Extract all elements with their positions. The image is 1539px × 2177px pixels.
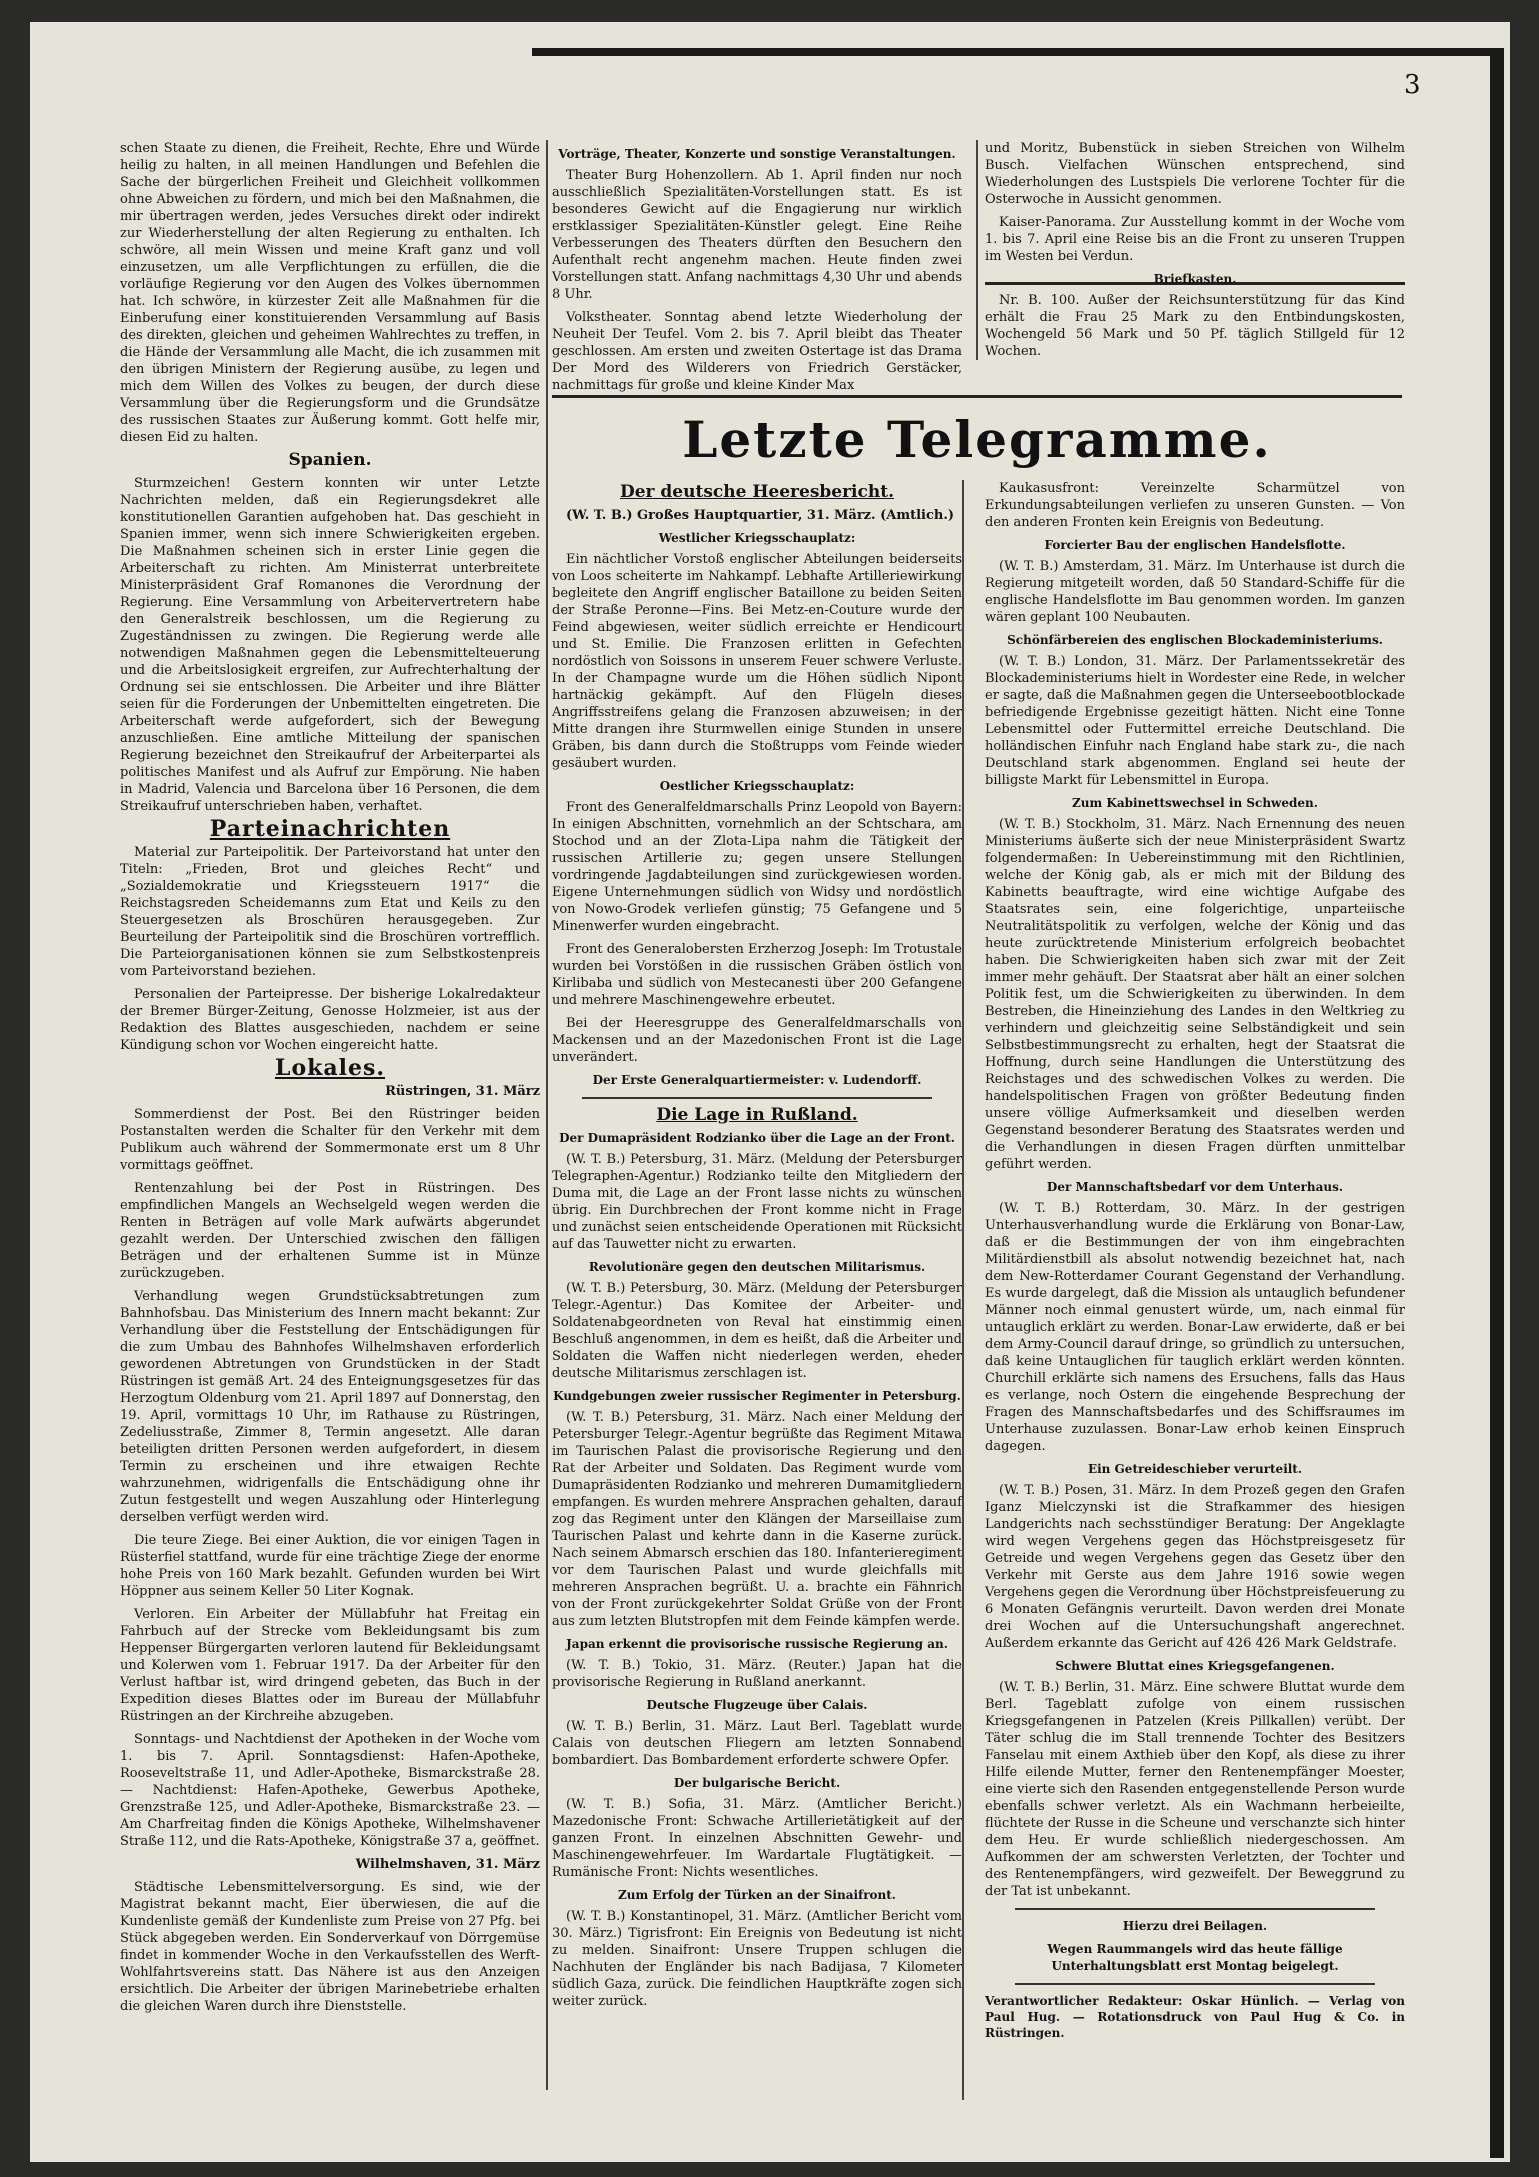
eastern-front-text-1: Front des Generalfeldmarschalls Prinz Leopold von Bayern: In einigen Abschnitten, vornehmlich an der Schtschara, am Stochod und an der Zlota-Lipa nahm die Tätigkeit der russischen Artillerie zu; gegen unsere Stellungen vordringende Jagdabteilungen sind zurückgewiesen worden. Eigene Unternehmungen südlich von Widsy und nordöstlich von Nowo-Grodek verliefen günstig; 75 Gefangene und 5 Minenwerfer wurden eingebracht. xyxy=(552,800,962,934)
party-article-2: Personalien der Parteipresse. Der bisherige Lokalredakteur der Bremer Bürger-Zeitung, Genosse Holzmeier, ist aus der Redaktion des Blattes ausgeschieden, nachdem er seine Kündigung schon vor Wochen eingereicht hatte. xyxy=(120,987,540,1053)
fleet-heading: Forcierter Bau der englischen Handelsflotte. xyxy=(1044,538,1346,552)
sweden-text: (W. T. B.) Stockholm, 31. März. Nach Ernennung des neuen Ministeriums äußerte sich der neue Ministerpräsident Swartz folgendermaßen: In Uebereinstimmung mit den Richtlinien, welche der König gab, als er mich mit der Bildung des Kabinetts beauftragte, wird eine wichtige Aufgabe des Staatsrates sein, eine folgerichtige, unparteiische Neutralitätspolitik zu verfolgen, welche der König und das heute zurücktretende Ministerium erfolgreich beobachtet haben. Die Schwierigkeiten haben sich zwar mit der Zeit immer mehr gehäuft. Der Staatsrat aber hält an einer solchen Politik fest, um die Schwierigkeiten zu überwinden. In dem Bestreben, die Hineinziehung des Landes in den Weltkrieg zu verhindern und gleichzeitig seine Selbständigkeit und sein Selbstbestimmungsrecht zu erhalten, hegt der Staatsrat die Hoffnung, durch seine Handlungen die Unterstützung des Reichstages und des schwedischen Volkes zu werden. Die handelspolitischen Fragen von größter Bedeutung finden unsere völlige Aufmerksamkeit und dieselben werden Gegenstand besonderer Beratung des Staatsrates werden und die Verhandlungen in diesen Fragen dürften unmittelbar geführt werden. xyxy=(985,817,1405,1172)
party-article-1: Material zur Parteipolitik. Der Parteivorstand hat unter den Titeln: „Frieden, Brot und gleiches Recht“ und „Sozialdemokratie und Kriegssteuern 1917“ die Reichstagsreden Scheidemanns zum Etat und Keils zu den Steuergesetzen als Broschüren herausgegeben. Zur Beurteilung der Parteipolitik sind die Broschüren vortrefflich. Die Parteiorganisationen können sie zum Selbstkostenpreis vom Parteivorstand beziehen. xyxy=(120,845,540,979)
events-heading: Vorträge, Theater, Konzerte und sonstige Veranstaltungen. xyxy=(558,147,956,161)
page-frame-right xyxy=(1490,48,1504,2158)
entertainment-notice: Wegen Raummangels wird das heute fällige Unterhaltungsblatt erst Montag beigelegt. xyxy=(1047,1942,1343,1973)
sweden-heading: Zum Kabinettswechsel in Schweden. xyxy=(1072,796,1318,810)
duma-text: (W. T. B.) Petersburg, 31. März. (Meldung der Petersburger Telegraphen-Agentur.) Rodzianko teilte den Mitgliedern der Duma mit, die Lage an der Front lasse nichts zu wünschen übrig. Ein Durchbrechen der Front komme nicht in Frage und zunächst seien entscheidende Operationen mit Rücksicht auf das Tauwetter nicht zu erwarten. xyxy=(552,1152,962,1252)
letters-heading: Briefkasten. xyxy=(1153,272,1237,286)
column-rule-3 xyxy=(962,480,964,2100)
eastern-front-text-3: Bei der Heeresgruppe des Generalfeldmarschalls von Mackensen und an der Mazedonischen Front ist die Lage unverändert. xyxy=(552,1016,962,1065)
spain-article: Sturmzeichen! Gestern konnten wir unter Letzte Nachrichten melden, daß ein Regierungsdekret alle konstitutionellen Garantien aufgehoben hat. Das geschieht in Spanien immer, wenn sich innere Schwierigkeiten ergeben. Die Maßnahmen scheinen sich in erster Linie gegen die Arbeiterschaft zu richten. Am Ministerrat unterbreitete Ministerpräsident Graf Romanones die Verordnung der Regierung. Eine Versammlung von Arbeitervertretern habe den Generalstreik beschlossen, um die Regierung zu Zugeständnissen zu zwingen. Die Regierung werde alle notwendigen Maßnahmen gegen die Lebensmittelteuerung und die Arbeitslosigkeit ergreifen, zur Aufrechterhaltung der Ordnung sei sie entschlossen. Die Arbeiter und ihre Blätter seien für die Forderungen der Unbemittelten eingetreten. Die Arbeiterschaft werde aufgefordert, sich der Bewegung anzuschließen. Eine amtliche Mitteilung der spanischen Regierung bezeichnet den Streikaufruf der Arbeiterpartei als politisches Manifest und als Aufruf zur Empörung. Nie haben in Madrid, Valencia und Barcelona über 16 Personen, die dem Streikaufruf unterschrieben haben, verhaftet. xyxy=(120,476,540,814)
telegrams-title: Letzte Telegramme. xyxy=(682,410,1272,469)
imprint: Verantwortlicher Redakteur: Oskar Hünlich. — Verlag von Paul Hug. — Rotationsdruck von Paul Hug & Co. in Rüstringen. xyxy=(985,1994,1405,2040)
column-rule-2 xyxy=(976,140,978,360)
section-heading-local: Lokales. xyxy=(274,1055,386,1081)
volkstheater-article: Volkstheater. Sonntag abend letzte Wiederholung der Neuheit Der Teufel. Vom 2. bis 7. April bleibt das Theater geschlossen. Am ersten und zweiten Ostertage ist das Drama Der Mord des Wilderers von Friedrich Gerstäcker, nachmittags für große und kleine Kinder Max xyxy=(552,310,962,393)
column-2-top xyxy=(552,140,962,393)
regiments-heading: Kundgebungen zweier russischer Regimenter in Petersburg. xyxy=(553,1389,961,1403)
russia-heading: Die Lage in Rußland. xyxy=(656,1105,858,1125)
regiments-text: (W. T. B.) Petersburg, 31. März. Nach einer Meldung der Petersburger Telegr.-Agentur begrüßte das Regiment Mitawa im Taurischen Palast die provisorische Regierung und den Rat der Arbeiter und Soldaten. Das Regiment wurde vom Dumapräsidenten Rodzianko und mehreren Dumamitgliedern empfangen. Es wurden mehrere Ansprachen gehalten, darauf zog das Regiment unter den Klängen der Marseillaise zum Taurischen Palast und kehrte dann in die Kaserne zurück. Nach seinem Abmarsch erschien das 180. Infanterieregiment vor dem Taurischen Palast und wurde gleichfalls mit mehreren Ansprachen begrüßt. U. a. brachte ein Fähnrich von der Front zurückgekehrter Soldat Grüße von der Front aus zum letzten Blutstropfen mit dem Feinde kämpfen werde. xyxy=(552,1410,962,1629)
calais-text: (W. T. B.) Berlin, 31. März. Laut Berl. Tageblatt wurde Calais von deutschen Fliegern am letzten Sonnabend bombardiert. Das Bombardement erforderte schwere Opfer. xyxy=(552,1719,962,1768)
pow-text: (W. T. B.) Berlin, 31. März. Eine schwere Bluttat wurde dem Berl. Tageblatt zufolge von einem russischen Kriegsgefangenen in Patzelen (Kreis Pillkallen) verübt. Der Täter schlug die im Stall trennende Tochter des Besitzers Fanselau mit einem Axthieb über den Kopf, als diese zu ihrer Hilfe eilende Mutter, ferner den Rentenempfänger Moester, eine vierte sich den Rasenden entgegenstellende Person wurde ebenfalls schwer verletzt. Als ein Wachmann herbeieilte, flüchtete der Russe in die Scheune und verschanzte sich hinter dem Heu. Er wurde schließlich niedergeschossen. Am Aufkommen der am schwersten Verletzten, der Tochter und des Rentenempfängers, wird gezweifelt. Der Beweggrund zu der Tat ist unbekannt. xyxy=(985,1680,1405,1899)
section-heading-spain: Spanien. xyxy=(288,450,372,470)
local-item: Sommerdienst der Post. Bei den Rüstringer beiden Postanstalten werden die Schalter für den Verkehr mit dem Publikum auch während der Sommermonate erst um 8 Uhr vormittags geöffnet. xyxy=(120,1107,540,1173)
oath-text: schen Staate zu dienen, die Freiheit, Rechte, Ehre und Würde heilig zu halten, in all meinen Handlungen und Befehlen die Sache der bürgerlichen Freiheit und Gleichheit vollkommen ohne Abweichen zu fördern, und mich bei den Maßnahmen, die mir übertragen werden, jedes Versuches direkt oder indirekt zur Wiederherstellung der alten Regierung zu enthalten. Ich schwöre, all mein Wissen und meine Kraft ganz und voll einzusetzen, um alle Verpflichtungen zu erfüllen, die die vorläufige Regierung vor den Augen des Volkes übernommen hat. Ich schwöre, in kürzester Zeit alle Maßnahmen für die Einberufung einer konstituierenden Versammlung auf Basis des direkten, gleichen und geheimen Wahlrechtes zu treffen, in die Hände der Versammlung alle Macht, die ich zusammen mit den übrigen Ministern der Regierung ausübe, zu legen und mich dem Willen des Volkes zu beugen, der durch diese Versammlung über die Regierungsform und die Grundsätze des russischen Staates zur Äußerung kommt. Gott helfe mir, diesen Eid zu halten. xyxy=(120,141,540,445)
blockade-heading: Schönfärbereien des englischen Blockadeministeriums. xyxy=(1007,633,1383,647)
revolution-text: (W. T. B.) Petersburg, 30. März. (Meldung der Petersburger Telegr.-Agentur.) Das Komitee der Arbeiter- und Soldatenabgeordneten von Reval hat einstimmig einen Beschluß angenommen, in dem es heißt, daß die Arbeiter und Soldaten die Waffen nicht niederlegen werden, eheder deutsche Militarismus zerschlagen ist. xyxy=(552,1281,962,1381)
western-front-heading: Westlicher Kriegsschauplatz: xyxy=(658,531,856,545)
house-heading: Der Mannschaftsbedarf vor dem Unterhaus. xyxy=(1046,1180,1344,1194)
column-3-telegrams xyxy=(985,480,1405,2100)
calais-heading: Deutsche Flugzeuge über Calais. xyxy=(646,1698,868,1712)
separator xyxy=(1015,1983,1375,1985)
army-report-dateline: (W. T. B.) Großes Hauptquartier, 31. März. (Amtlich.) xyxy=(566,508,955,523)
title-rule-top xyxy=(552,395,1402,398)
ludendorff-signature: Der Erste Generalquartiermeister: v. Ludendorff. xyxy=(592,1073,922,1087)
caucasus-text: Kaukasusfront: Vereinzelte Scharmützel von Erkundungsabteilungen verliefen zu unseren Gunsten. — Von den anderen Fronten kein Ereignis von Bedeutung. xyxy=(985,481,1405,530)
sinai-heading: Zum Erfolg der Türken an der Sinaifront. xyxy=(618,1888,896,1902)
eastern-front-text-2: Front des Generalobersten Erzherzog Joseph: Im Trotustale wurden bei Vorstößen in die russischen Gräben östlich von Kirlibaba und südlich von Mestecanesti über 200 Gefangene und mehrere Maschinengewehre erbeutet. xyxy=(552,942,962,1008)
grain-heading: Ein Getreideschieber verurteilt. xyxy=(1087,1462,1303,1476)
revolution-heading: Revolutionäre gegen den deutschen Militarismus. xyxy=(588,1260,926,1274)
local-item: Sonntags- und Nachtdienst der Apotheken in der Woche vom 1. bis 7. April. Sonntagsdienst: Hafen-Apotheke, Rooseveltstraße 11, und Adler-Apotheke, Bismarckstraße 28. — Nachtdienst: Hafen-Apotheke, Gewerbus Apotheke, Grenzstraße 125, und Adler-Apotheke, Bismarckstraße 23. — Am Charfreitag finden die Königs Apotheke, Wilhelmshavener Straße 112, und die Rats-Apotheke, Königstraße 37 a, geöffnet. xyxy=(120,1732,540,1849)
local-item: Verloren. Ein Arbeiter der Müllabfuhr hat Freitag ein Fahrbuch auf der Strecke vom Bekleidungsamt bis zum Heppenser Bürgergarten verloren lautend für Bekleidungsamt und Kolerwen vom 1. Februar 1917. Da der Arbeiter für den Verlust haftbar ist, wird dringend gebeten, das Buch in der Expedition dieses Blattes oder im Bureau der Müllabfuhr Rüstringen an der Kirchreihe abzugeben. xyxy=(120,1607,540,1724)
sinai-text: (W. T. B.) Konstantinopel, 31. März. (Amtlicher Bericht vom 30. März.) Tigrisfront: Ein Ereignis von Bedeutung ist nicht zu melden. Sinaifront: Unsere Truppen schlugen die Nachhuten der Engländer bis nach Badijasa, 7 Kilometer südlich Gaza, zurück. Die feindlichen Hauptkräfte zogen sich weiter zurück. xyxy=(552,1909,962,2009)
fleet-text: (W. T. B.) Amsterdam, 31. März. Im Unterhause ist durch die Regierung mitgeteilt worden, daß 50 Standard-Schiffe für die englische Handelsflotte im Bau genommen worden. Im ganzen wären geplant 100 Neubauten. xyxy=(985,559,1405,625)
column-2-telegrams xyxy=(552,480,962,2130)
japan-heading: Japan erkennt die provisorische russische Regierung an. xyxy=(566,1637,948,1651)
page-number: 3 xyxy=(1404,70,1421,100)
blockade-text: (W. T. B.) London, 31. März. Der Parlamentssekretär des Blockadeministeriums hielt in Wordester eine Rede, in welcher er sagte, daß die Maßnahmen gegen die Unterseebootblockade befriedigende Ergebnisse gezeitigt hätten. Nicht eine Tonne Lebensmittel oder Futtermittel erreiche Deutschland. Die holländischen Einfuhr nach England habe stark zu-, die nach Deutschland stark abgenommen. England sei heute der billigste Markt für Lebensmittel in Europa. xyxy=(985,654,1405,788)
page-frame-top xyxy=(532,48,1504,56)
local-dateline: Rüstringen, 31. März xyxy=(385,1084,540,1099)
local-item: Rentenzahlung bei der Post in Rüstringen. Des empfindlichen Mangels an Wechselgeld wegen werden die Renten in Beträgen auf volle Mark aufwärts abgerundet gezahlt werden. Der Unterschied zwischen den fälligen Beträgen und der erhaltenen Summe ist in Münze zurückzugeben. xyxy=(120,1181,540,1281)
volkstheater-continued: und Moritz, Bubenstück in sieben Streichen von Wilhelm Busch. Vielfachen Wünschen entsprechend, sind Wiederholungen des Lustspiels Die verlorene Tochter für die Osterwoche in Aussicht genommen. xyxy=(985,141,1405,207)
theater-burg-article: Theater Burg Hohenzollern. Ab 1. April finden nur noch ausschließlich Spezialitäten-Vorstellungen statt. Es ist besonderes Gewicht auf die Engagierung nur wirklich erstklassiger Spezialitäten-Künstler gelegt. Eine Reihe Verbesserungen des Theaters dürften den Besuchern den Aufenthalt recht angenehm machen. Heute finden zwei Vorstellungen statt. Anfang nachmittags 4,30 Uhr und abends 8 Uhr. xyxy=(552,168,962,302)
wilhelmshaven-dateline: Wilhelmshaven, 31. März xyxy=(355,1857,540,1872)
separator xyxy=(1015,1908,1375,1910)
house-text: (W. T. B.) Rotterdam, 30. März. In der gestrigen Unterhausverhandlung wurde die Erklärung von Bonar-Law, daß er die Bestimmungen der von ihm eingebrachten Militärdienstbill als absolut notwendig bezeichnet hat, nach dem New-Rotterdamer Courant Gegenstand der Verhandlung. Es wurde dargelegt, daß die Mission als untauglich befundener Männer noch einmal genustert würde, um, nach einmal für untauglich erklärt zu werden. Bonar-Law erwiderte, daß er bei dem Army-Council darauf dringe, so gründlich zu untersuchen, daß keine Untauglichen für tauglich erklärt werden könnten. Churchill erklärte sich namens des Ersuchens, falls das Haus es verlange, noch Ostern die eingehende Besprechung der Fragen des Mannschaftsbedarfes und des Schiffsraumes im Unterhause zuzulassen. Bonar-Law erhob keinen Einspruch dagegen. xyxy=(985,1201,1405,1454)
bulgarian-text: (W. T. B.) Sofia, 31. März. (Amtlicher Bericht.) Mazedonische Front: Schwache Artillerietätigkeit auf der ganzen Front. In einzelnen Abschnitten Gewehr- und Maschinengewehrfeuer. Im Wardartale Flugtätigkeit. — Rumänische Front: Nichts wesentliches. xyxy=(552,1797,962,1880)
grain-text: (W. T. B.) Posen, 31. März. In dem Prozeß gegen den Grafen Iganz Mielczynski ist die Strafkammer des hiesigen Landgerichts nach sechsstündiger Beratung: Der Angeklagte wird wegen Vergehens gegen das Höchstpreisgesetz für Getreide und wegen Vergehens gegen das Gesetz über den Verkehr mit Gerste aus dem Jahre 1916 sowie wegen Vergehens gegen die Verordnung über Höchstpreisfeuerung zu 6 Monaten Gefängnis verurteilt. Davon werden drei Monate drei Wochen auf die Untersuchungshaft angerechnet. Außerdem erkannte das Gericht auf 426 426 Mark Geldstrafe. xyxy=(985,1483,1405,1651)
duma-heading: Der Dumapräsident Rodzianko über die Lage an der Front. xyxy=(559,1131,955,1145)
column-1 xyxy=(120,140,540,2085)
column-rule-1 xyxy=(546,140,548,2090)
western-front-text: Ein nächtlicher Vorstoß englischer Abteilungen beiderseits von Loos scheiterte im Nahkampf. Lebhafte Artilleriewirkung begleitete den Angriff englischer Bataillone zu beiden Seiten der Straße Peronne—Fins. Bei Metz-en-Couture wurde der Feind abgewiesen, weiter südlich erreichte er Hendicourt und St. Emilie. Die Franzosen erlitten in Gefechten nordöstlich von Soissons in unserem Feuer schwere Verluste. In der Champagne wurde um die Höhen südlich Nipont hartnäckig gekämpft. Auf den Flügeln dieses Angriffsstreifens gelang die Franzosen abzuweisen; in der Mitte drangen ihre Sturmwellen einige Stunden in unsere Gräben, bis dann durch die Stoßtrupps vom Feinde wieder gesäubert wurden. xyxy=(552,552,962,771)
army-report-heading: Der deutsche Heeresbericht. xyxy=(619,482,894,502)
section-heading-party: Parteinachrichten xyxy=(209,816,451,842)
local-item: Die teure Ziege. Bei einer Auktion, die vor einigen Tagen in Rüsterfiel stattfand, wurde für eine trächtige Ziege der enorme hohe Preis von 160 Mark bezahlt. Gefunden wurden bei Wirt Höppner aus seinem Keller 50 Liter Kognak. xyxy=(120,1533,540,1599)
pow-heading: Schwere Bluttat eines Kriegsgefangenen. xyxy=(1055,1659,1335,1673)
separator xyxy=(582,1097,932,1099)
supplements-notice: Hierzu drei Beilagen. xyxy=(1122,1919,1268,1933)
letters-article: Nr. B. 100. Außer der Reichsunterstützung für das Kind erhält die Frau 25 Mark zu den Entbindungskosten, Wochengeld 56 Mark und 50 Pf. täglich Stillgeld für 12 Wochen. xyxy=(985,293,1405,359)
panorama-article: Kaiser-Panorama. Zur Ausstellung kommt in der Woche vom 1. bis 7. April eine Reise bis an die Front zu unseren Truppen im Westen bei Verdun. xyxy=(985,215,1405,264)
japan-text: (W. T. B.) Tokio, 31. März. (Reuter.) Japan hat die provisorische Regierung in Rußland anerkannt. xyxy=(552,1658,962,1690)
column-3-top xyxy=(985,140,1405,360)
bulgarian-heading: Der bulgarische Bericht. xyxy=(673,1776,841,1790)
local-item: Verhandlung wegen Grundstücksabtretungen zum Bahnhofsbau. Das Ministerium des Innern macht bekannt: Zur Verhandlung über die Feststellung der Entschädigungen für die zum Umbau des Bahnhofes Wilhelmshaven erforderlich gewordenen Abtretungen von Grundstücken in der Stadt Rüstringen ist gemäß Art. 24 des Enteignungsgesetzes für das Herzogtum Oldenburg vom 21. April 1897 auf Donnerstag, den 19. April, vormittags 10 Uhr, im Rathause zu Rüstringen, Zedeliusstraße, Zimmer 8, Termin angesetzt. Alle daran beteiligten dritten Personen werden aufgefordert, in diesem Termin zu erscheinen und ihre etwaigen Rechte wahrzunehmen, widrigenfalls die Entschädigung ohne ihr Zutun festgestellt und wegen Auszahlung oder Hinterlegung derselben verfügt werden wird. xyxy=(120,1289,540,1525)
eastern-front-heading: Oestlicher Kriegsschauplatz: xyxy=(659,779,855,793)
wilhelmshaven-article: Städtische Lebensmittelversorgung. Es sind, wie der Magistrat bekannt macht, Eier überwiesen, die auf die Kundenliste gemäß der Kundenliste zum Preise von 27 Pfg. bei Stück abgegeben werden. Ein Sonderverkauf von Dörrgemüse findet in kommender Woche in den Verkaufsstellen des Werft-Wohlfahrtsvereins statt. Das Nähere ist aus den Anzeigen ersichtlich. Die Arbeiter der übrigen Marinebetriebe erhalten die gleichen Waren durch ihre Dienststelle. xyxy=(120,1880,540,2014)
